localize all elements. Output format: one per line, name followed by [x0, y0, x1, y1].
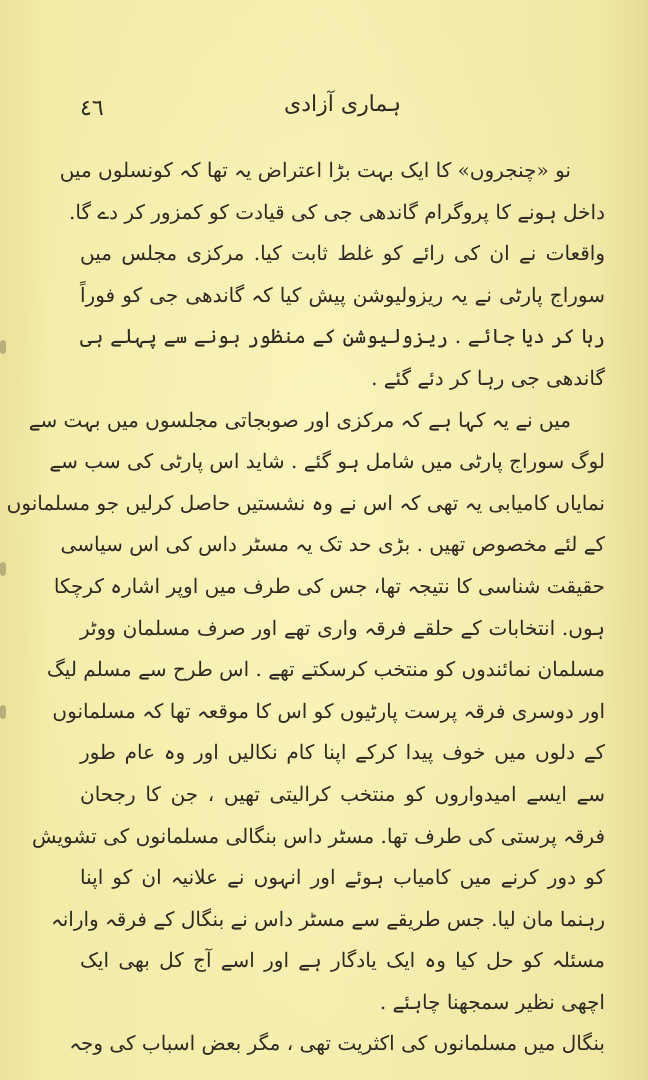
text-line: بنگال میں مسلمانوں کی اکثریت تھی ، مگر بعض اسباب کی وجہ — [69, 1031, 605, 1056]
text-line: لوگ سوراج پارٹی میں شامل ہو گئے . شاید اس پارٹی کی سب سے — [49, 449, 605, 474]
page-header — [80, 92, 605, 132]
text-line: ہوں. انتخابات کے حلقے فرقہ واری تھے اور صرف مسلمان ووٹر — [80, 615, 605, 640]
text-line: حقیقت شناسی کا نتیجہ تھا، جس کی طرف میں اوپر اشارہ کرچکا — [53, 573, 605, 598]
text-line: داخل ہونے کا پروگرام گاندھی جی کی قیادت کو کمزور کر دے گا. — [69, 199, 605, 224]
text-line: کے لئے مخصوص تھیں . بڑی حد تک یہ مسٹر داس کی اس سیاسی — [60, 532, 605, 557]
binding-mark-bottom — [0, 705, 6, 719]
page-number: ٤٦ — [80, 96, 104, 121]
binding-mark-top — [0, 340, 6, 354]
text-line: سے ایسے امیدواروں کو منتخب کرالیتی تھیں ، جن کا رجحان — [80, 781, 605, 806]
text-line: رہا کر دیا جائے . ریزولیوشن کے منظور ہونے سے پہلے ہی — [80, 324, 605, 349]
text-line: مسلمان نمائندوں کو منتخب کرسکتے تھے . اس طرح سے مسلم لیگ — [46, 657, 605, 682]
text-line: نو «چنجروں» کا ایک بہت بڑا اعتراض یہ تھا کہ کونسلوں میں — [59, 158, 571, 182]
text-line: کو دور کرنے میں کامیاب ہوئے اور انہوں نے علانیہ ان کو اپنا — [80, 865, 605, 890]
text-line: فرقہ پرستی کی طرف تھا. مسٹر داس بنگالی مسلمانوں کی تشویش — [31, 823, 605, 848]
binding-mark-middle — [0, 562, 6, 576]
text-line: کے دلوں میں خوف پیدا کرکے اپنا کام نکالیں اور وہ عام طور — [80, 740, 605, 765]
text-line: رہنما مان لیا. جس طریقے سے مسٹر داس نے بنگال کے فرقہ وارانہ — [50, 906, 605, 931]
text-line: سوراج پارٹی نے یہ ریزولیوشن پیش کیا کہ گاندھی جی کو فوراً — [80, 282, 605, 307]
running-title: ہماری آزادی — [283, 92, 401, 117]
text-line: اچھی نظیر سمجھنا چاہئے . — [379, 989, 605, 1014]
text-line: اور دوسری فرقہ پرست پارٹیوں کو اس کا موقعہ تھا کہ مسلمانوں — [52, 698, 605, 723]
text-line: میں نے یہ کہا ہے کہ مرکزی اور صوبجاتی مجلسوں میں بہت سے — [28, 407, 571, 432]
text-line: واقعات نے ان کی رائے کو غلط ثابت کیا. مرکزی مجلس میں — [80, 241, 605, 266]
text-line: مسئلہ کو حل کیا وہ ایک یادگار ہے اور اسے آج کل بھی ایک — [80, 948, 605, 973]
body-text — [6, 150, 605, 1065]
text-line: گاندھی جی رہا کر دئے گئے . — [371, 365, 605, 390]
text-line: نمایاں کامیابی یہ تھی کہ اس نے وہ نشستیں حاصل کرلیں جو مسلمانوں — [6, 490, 605, 515]
